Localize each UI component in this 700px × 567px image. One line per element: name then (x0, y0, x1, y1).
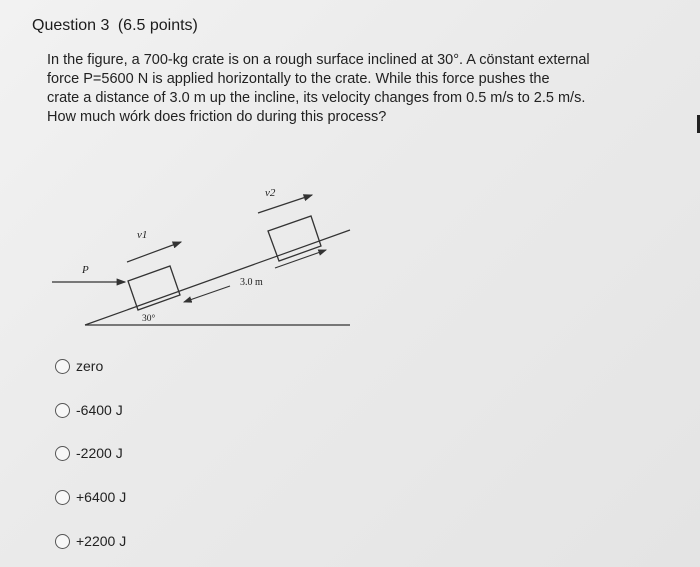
v1-arrow (127, 242, 181, 262)
distance-arrow-down (184, 286, 230, 302)
question-line: In the figure, a 700-kg crate is on a rough surface inclined at 30°. A cönstant external (47, 52, 590, 68)
v1-label: v1 (137, 229, 148, 241)
distance-label: 3.0 m (240, 277, 263, 288)
question-line: How much wórk does friction do during this process? (47, 109, 387, 125)
choice-zero[interactable] (55, 358, 103, 374)
choice-label: +2200 J (76, 533, 127, 549)
incline-line (85, 230, 350, 325)
choice-plus-6400[interactable] (55, 489, 126, 505)
choice-minus-2200[interactable] (55, 445, 123, 461)
choice-label: -6400 J (76, 402, 123, 418)
choice-label: zero (76, 358, 104, 374)
choice-minus-6400[interactable] (55, 402, 123, 418)
choice-plus-2200[interactable] (55, 533, 126, 549)
question-points: (6.5 points) (117, 17, 198, 34)
v2-label: v2 (265, 187, 276, 199)
question-title: Question 3 (32, 17, 110, 34)
choice-label: +6400 J (76, 489, 127, 505)
choice-label: -2200 J (76, 445, 123, 461)
radio-button[interactable] (55, 359, 70, 374)
question-line: crate a distance of 3.0 m up the incline, its velocity changes from 0.5 m/s to 2.5 m/s. (47, 90, 586, 106)
crate-start (128, 266, 180, 310)
radio-button[interactable] (55, 534, 70, 549)
radio-button[interactable] (55, 446, 70, 461)
force-label: P (82, 264, 89, 276)
question-line: force P=5600 N is applied horizontally to the crate. While this force pushes the (47, 71, 550, 87)
angle-label: 30° (142, 314, 156, 324)
radio-button[interactable] (55, 490, 70, 505)
radio-button[interactable] (55, 403, 70, 418)
